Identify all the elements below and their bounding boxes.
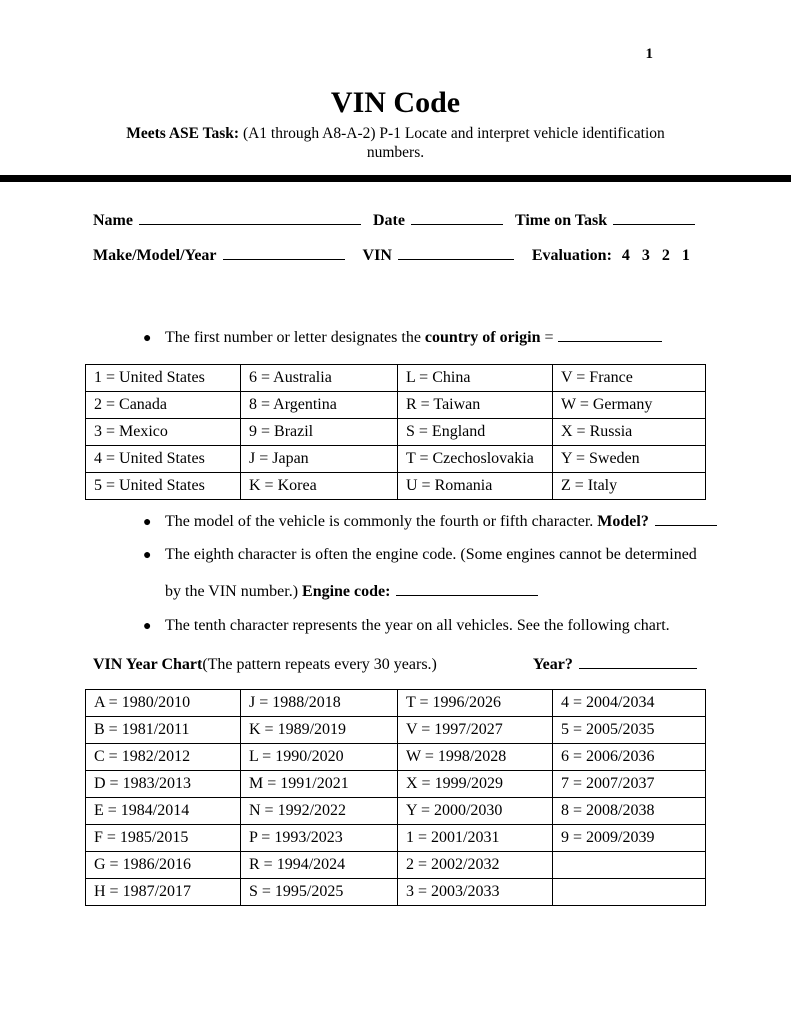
bullet-icon: ● (143, 514, 152, 530)
table-row (86, 391, 706, 418)
bullet-icon: ● (143, 619, 152, 635)
table-row (86, 797, 706, 824)
table-cell: 2 = 2002/2032 (398, 851, 553, 878)
table-cell: 4 = 2004/2034 (553, 689, 706, 716)
make-model-year-blank (223, 245, 345, 260)
table-cell: 1 = 2001/2031 (398, 824, 553, 851)
table-cell: X = Russia (553, 418, 706, 445)
table-row (86, 472, 706, 499)
bullet-tenth-character (143, 616, 731, 637)
vin-year-table (85, 689, 706, 906)
table-cell: V = France (553, 364, 706, 391)
ase-task-line1 (106, 124, 686, 143)
table-cell: A = 1980/2010 (86, 689, 241, 716)
vin-blank (398, 245, 514, 260)
table-cell: R = Taiwan (398, 391, 553, 418)
table-row (86, 418, 706, 445)
table-cell: J = Japan (241, 445, 398, 472)
table-row (86, 689, 706, 716)
table-cell: Z = Italy (553, 472, 706, 499)
table-cell: H = 1987/2017 (86, 878, 241, 905)
table-cell: T = Czechoslovakia (398, 445, 553, 472)
table-cell: 4 = United States (86, 445, 241, 472)
table-cell: P = 1993/2023 (241, 824, 398, 851)
table-cell: W = Germany (553, 391, 706, 418)
page-number: 1 (645, 46, 653, 62)
vin-label: VIN (362, 246, 392, 264)
bullet-tenth-text: The tenth character represents the year on all vehicles. See the following chart. (165, 617, 670, 635)
bullet-model-pre: The model of the vehicle is commonly the fourth or fifth character. (165, 512, 598, 530)
vin-year-chart-note: (The pattern repeats every 30 years.) (202, 655, 437, 673)
table-cell: K = 1989/2019 (241, 716, 398, 743)
ase-task-description: (A1 through A8-A-2) P-1 Locate and interpret vehicle identification (242, 125, 665, 142)
country-of-origin-label: country of origin (424, 328, 541, 346)
table-cell: S = England (398, 418, 553, 445)
vin-year-chart-heading (93, 654, 791, 674)
table-cell: 8 = Argentina (241, 391, 398, 418)
table-cell: B = 1981/2011 (86, 716, 241, 743)
name-label: Name (93, 211, 133, 229)
bullet-model (143, 511, 731, 533)
engine-code-label: Engine code: (302, 583, 391, 601)
ase-task-text (106, 124, 686, 163)
table-cell: 5 = United States (86, 472, 241, 499)
table-cell: N = 1992/2022 (241, 797, 398, 824)
bullet-engine-line1: The eighth character is often the engine code. (Some engines cannot be determined (165, 546, 697, 564)
table-cell: T = 1996/2026 (398, 689, 553, 716)
date-blank (411, 210, 503, 225)
bullet-country-text (165, 327, 662, 349)
table-cell: 3 = 2003/2033 (398, 878, 553, 905)
vin-year-chart-label: VIN Year Chart (93, 655, 203, 673)
table-row (86, 851, 706, 878)
make-model-year-label: Make/Model/Year (93, 246, 217, 264)
model-label: Model? (597, 512, 649, 530)
document-title: VIN Code (330, 86, 461, 119)
evaluation-label: Evaluation: (531, 246, 612, 264)
year-label: Year? (532, 655, 573, 673)
table-cell: S = 1995/2025 (241, 878, 398, 905)
table-cell: K = Korea (241, 472, 398, 499)
bullet-model-text (165, 511, 717, 533)
engine-code-blank (396, 581, 538, 596)
table-cell: 7 = 2007/2037 (553, 770, 706, 797)
bullet-country-of-origin (143, 327, 731, 349)
date-label: Date (372, 211, 405, 229)
table-row (86, 743, 706, 770)
name-blank (139, 210, 361, 225)
table-cell: V = 1997/2027 (398, 716, 553, 743)
table-cell: 9 = Brazil (241, 418, 398, 445)
table-cell: F = 1985/2015 (86, 824, 241, 851)
table-cell: Y = 2000/2030 (398, 797, 553, 824)
table-row (86, 824, 706, 851)
table-row (86, 716, 706, 743)
bullet-icon: ● (143, 330, 152, 346)
bullet-engine-line2 (165, 581, 791, 601)
form-row-vehicle (93, 245, 705, 265)
table-cell: 5 = 2005/2035 (553, 716, 706, 743)
form-row-name (93, 210, 705, 230)
bullet-country-post: = (540, 328, 554, 346)
table-cell: L = 1990/2020 (241, 743, 398, 770)
table-cell: L = China (398, 364, 553, 391)
table-cell: 3 = Mexico (86, 418, 241, 445)
table-row (86, 445, 706, 472)
table-cell: 6 = 2006/2036 (553, 743, 706, 770)
bullet-country-pre: The first number or letter designates the (165, 328, 425, 346)
table-cell: Y = Sweden (553, 445, 706, 472)
table-row (86, 770, 706, 797)
table-cell: X = 1999/2029 (398, 770, 553, 797)
table-cell: 6 = Australia (241, 364, 398, 391)
table-cell (553, 851, 706, 878)
table-cell: M = 1991/2021 (241, 770, 398, 797)
time-on-task-blank (613, 210, 695, 225)
table-cell: G = 1986/2016 (86, 851, 241, 878)
table-cell: 9 = 2009/2039 (553, 824, 706, 851)
table-cell: U = Romania (398, 472, 553, 499)
evaluation-values: 4 3 2 1 (621, 246, 690, 264)
model-blank (655, 511, 717, 526)
year-blank (579, 654, 697, 669)
table-cell: C = 1982/2012 (86, 743, 241, 770)
time-on-task-label: Time on Task (514, 211, 608, 229)
divider-bar (0, 175, 791, 182)
table-cell: 2 = Canada (86, 391, 241, 418)
country-of-origin-table (85, 364, 706, 500)
ase-task-label: Meets ASE Task: (126, 125, 240, 142)
table-cell: J = 1988/2018 (241, 689, 398, 716)
table-cell: W = 1998/2028 (398, 743, 553, 770)
table-cell: R = 1994/2024 (241, 851, 398, 878)
bullet-engine-code (143, 545, 731, 566)
bullet-engine-pre: by the VIN number.) (165, 583, 303, 601)
table-cell: E = 1984/2014 (86, 797, 241, 824)
bullet-icon: ● (143, 548, 152, 564)
ase-task-line2: numbers. (366, 144, 425, 162)
country-of-origin-blank (558, 327, 662, 342)
table-cell: 1 = United States (86, 364, 241, 391)
table-row (86, 878, 706, 905)
table-cell: 8 = 2008/2038 (553, 797, 706, 824)
table-row (86, 364, 706, 391)
table-cell: D = 1983/2013 (86, 770, 241, 797)
table-cell (553, 878, 706, 905)
